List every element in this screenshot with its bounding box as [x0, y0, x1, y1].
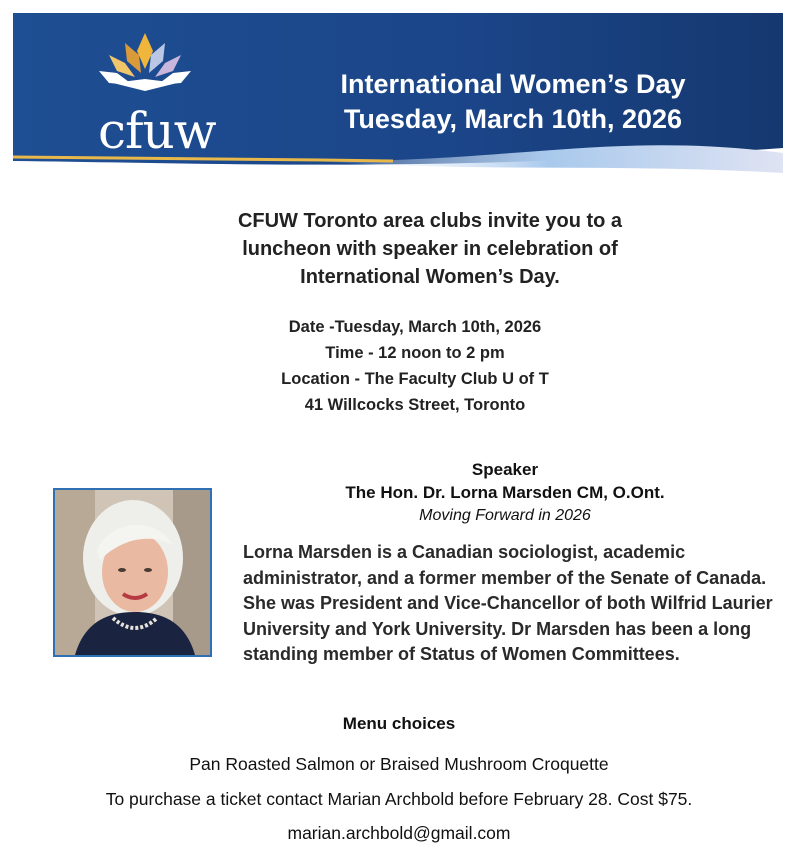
menu-choices: Pan Roasted Salmon or Braised Mushroom Croquette: [189, 754, 609, 774]
event-details: [230, 314, 600, 418]
event-address: 41 Willcocks Street, Toronto: [304, 396, 526, 414]
intro-line2: luncheon with speaker in celebration of: [242, 238, 618, 260]
banner-title-line2: Tuesday, March 10th, 2026: [343, 104, 683, 134]
purchase-info: To purchase a ticket contact Marian Archbold before February 28. Cost $75.: [105, 789, 693, 809]
intro-line1: CFUW Toronto area clubs invite you to a: [237, 210, 623, 232]
banner-title: [313, 67, 713, 137]
invitation-text: [180, 207, 680, 291]
header-banner: [13, 13, 783, 180]
speaker-name: The Hon. Dr. Lorna Marsden CM, O.Ont.: [345, 483, 665, 502]
event-location: Location - The Faculty Club U of T: [281, 370, 549, 388]
banner-title-line1: International Women’s Day: [340, 69, 686, 99]
logo-text: cfuw: [98, 102, 216, 160]
speaker-photo: [53, 488, 212, 657]
menu-title: Menu choices: [342, 714, 456, 733]
speaker-heading: Speaker: [471, 460, 539, 479]
talk-title: Moving Forward in 2026: [419, 507, 591, 524]
speaker-bio: Lorna Marsden is a Canadian sociologist, academic administrator, and a former member of the Senate of Canada. She was President and Vice-Chancellor of both Wilfrid Laurier University and York University. Dr Marsden has been a long standing member of Status of Women Committees.: [243, 542, 773, 664]
event-date: Date -Tuesday, March 10th, 2026: [288, 318, 542, 336]
speaker-heading-block: [290, 458, 720, 527]
contact-email[interactable]: marian.archbold@gmail.com: [287, 823, 511, 843]
intro-line3: International Women’s Day.: [300, 266, 560, 288]
event-time: Time - 12 noon to 2 pm: [325, 344, 505, 362]
